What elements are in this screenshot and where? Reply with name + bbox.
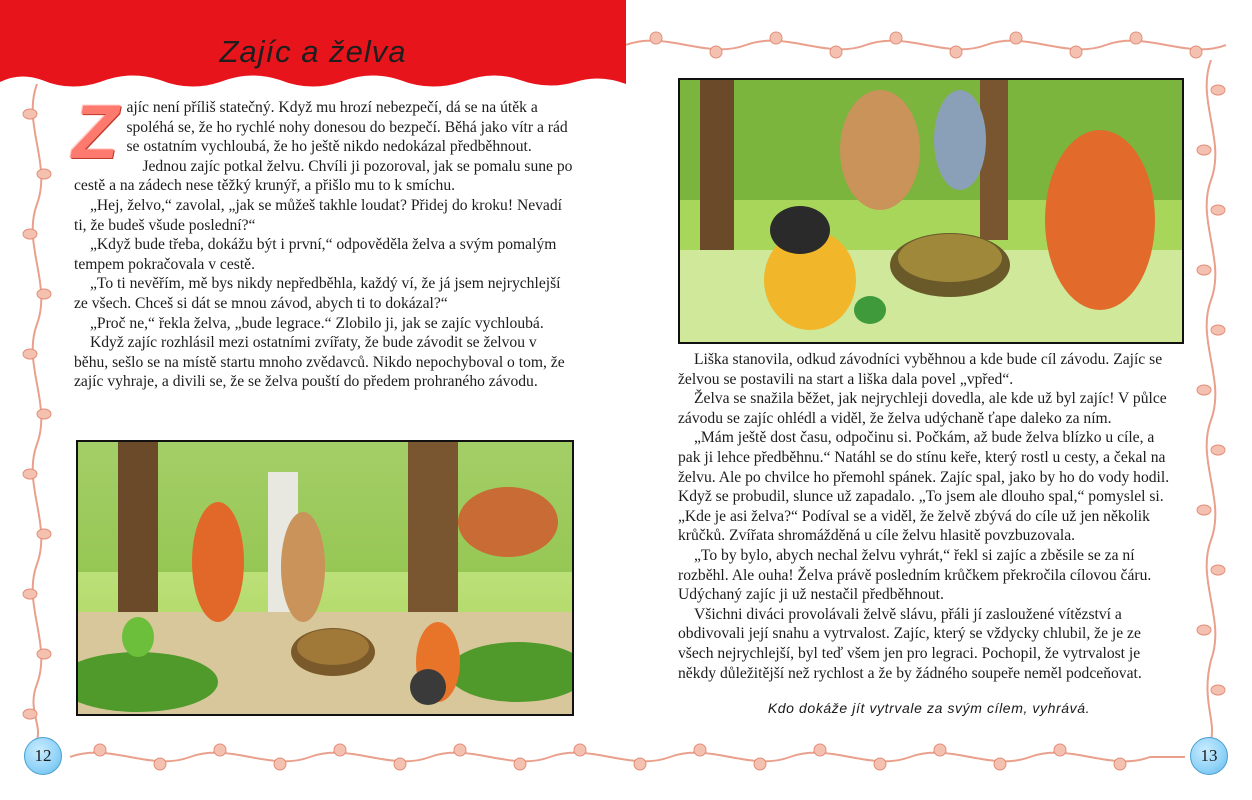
right-page-text <box>678 350 1180 683</box>
paragraph-9: Želva se snažila běžet, jak nejrychleji dovedla, ale kde už byl zajíc! V půlce závodu se zajíc ohlédl a viděl, že želva udýchaně ťape daleko za ním. <box>678 390 1167 427</box>
page-number-right: 13 <box>1190 737 1228 775</box>
paragraph-10: „Mám ještě dost času, odpočinu si. Počkám, až bude želva blízko u cíle, a pak ji lehce předběhnu.“ Natáhl se do stínu keře, který rostl u cesty, a čekal na želvu. Ale po chvilce ho přemohl spánek. Zajíc spal, jako by ho do vody hodil. Když se probudil, slunce už zapadalo. „To jsem ale dlouho spal,“ pomyslel si. „Kde je asi želva?“ Podíval se a viděl, že želvě zbývá do cíle už jen několik krůčků. Zvířata shromážděná u cíle želvu hlasitě povzbuzovala. <box>678 429 1170 545</box>
illustration-forest-gathering <box>76 440 574 716</box>
top-right-vine-border <box>626 30 1226 60</box>
paragraph-4: „Když bude třeba, dokážu být i první,“ odpověděla želva a svým pomalým tempem pokračovala v cestě. <box>74 236 557 273</box>
bottom-vine-border <box>70 742 1185 772</box>
paragraph-1: Zajíc není příliš statečný. Když mu hrozí nebezpečí, dá se na útěk a spoléhá se, že ho rychlé nohy donesou do bezpečí. Běhá jako vítr a rád se ostatním vychloubá, že ho ještě nikdo nedokázal předběhnout. <box>72 90 568 175</box>
illustration-race-start <box>678 78 1184 344</box>
moral-line: Kdo dokáže jít vytrvale za svým cílem, vyhrává. <box>767 700 1091 716</box>
paragraph-2: Jednou zajíc potkal želvu. Chvíli ji pozoroval, jak se pomalu sune po cestě a na zádech nese těžký krunýř, a přišlo mu to k smíchu. <box>74 157 573 195</box>
paragraph-5: „To ti nevěřím, mě bys nikdy nepředběhla, každý ví, že já jsem nejrychlejší ze všech. Chceš si dát se mnou závod, abych ti to dokázal?“ <box>74 275 561 312</box>
right-vine-border <box>1196 60 1226 740</box>
paragraph-12: Všichni diváci provolávali želvě slávu, přáli jí zasloužené vítězství a obdivovali její snahu a vytrvalost. Zajíc, který se vždycky chlubil, že je ze všech nejrychlejší, byl teď všem jen pro legraci. Pochopil, že vytrvalost je někdy důležitější než rychlost a že by žádného soupeře neměl podceňovat. <box>678 605 1142 682</box>
paragraph-6: „Proč ne,“ řekla želva, „bude legrace.“ Zlobilo ji, jak se zajíc vychloubá. <box>90 314 544 332</box>
paragraph-11: „To by bylo, abych nechal želvu vyhrát,“ řekl si zajíc a zběsile se za ní rozběhl. Ale ouha! Želva právě posledním krůčkem překročila cílovou čáru. Udýchaný zajíc ji už nestačil předběhnout. <box>678 546 1152 604</box>
left-page-text <box>72 90 574 392</box>
dropcap-letter: Z <box>72 90 119 175</box>
paragraph-7: Když zajíc rozhlásil mezi ostatními zvířaty, že bude závodit se želvou v běhu, sešlo se na místě startu mnoho zvědavců. Nikdo nepochyboval o tom, že zajíc vyhraje, a divili se, že se želva pouští do předem prohraného závodu. <box>74 334 565 391</box>
page-title: Zajíc a želva <box>219 34 407 69</box>
left-vine-border <box>22 84 52 740</box>
paragraph-8: Liška stanovila, odkud závodníci vyběhnou a kde bude cíl závodu. Zajíc se želvou se postavili na start a liška dala povel „vpřed“. <box>678 351 1163 388</box>
paragraph-3: „Hej, želvo,“ zavolal, „jak se můžeš takhle loudat? Přidej do kroku! Nevadí ti, že budeš všude poslední?“ <box>74 196 562 234</box>
page-number-left: 12 <box>24 737 62 775</box>
